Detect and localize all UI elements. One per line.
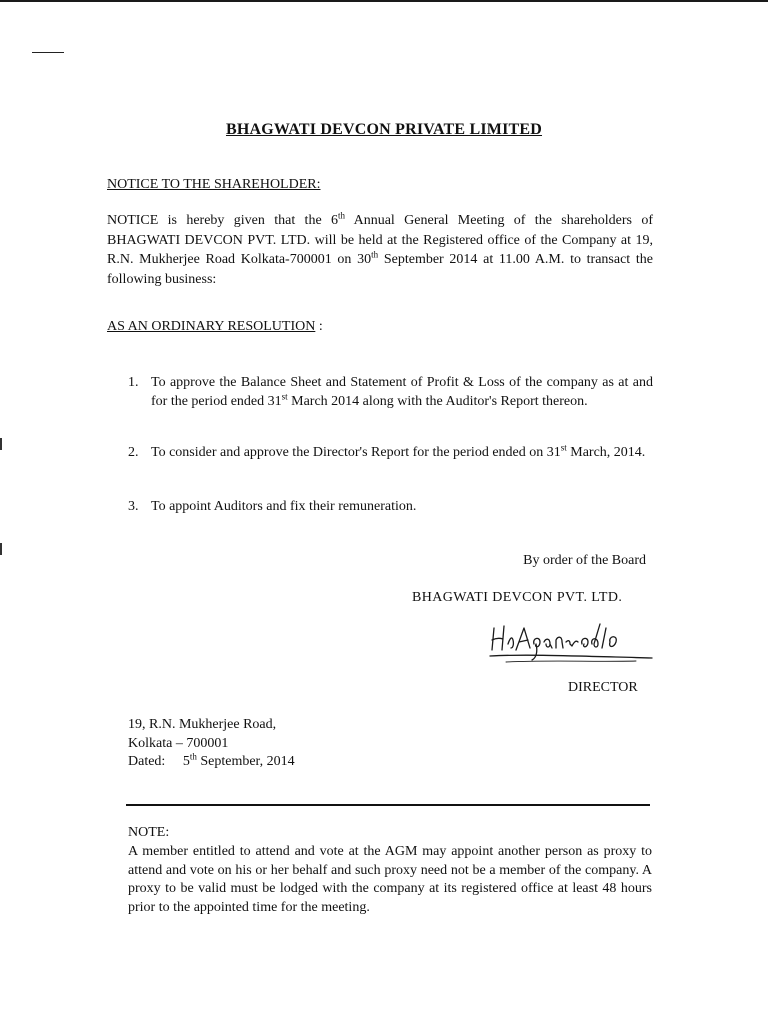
agenda-item-text: To appoint Auditors and fix their remuneration. bbox=[151, 499, 417, 514]
agenda-item bbox=[128, 374, 653, 411]
agenda-item-text bbox=[151, 374, 653, 411]
dated-day: 5 bbox=[182, 754, 190, 769]
resolution-heading-suffix: : bbox=[315, 319, 323, 334]
note-text: A member entitled to attend and vote at the AGM may appoint another person as proxy to attend and vote on his or her behalf and such proxy need not be a member of the company. A proxy to be valid must be lodged with the company at its registered office at least 48 hours prior to the appointed time for the meeting. bbox=[128, 844, 652, 915]
dated-rest: September, 2014 bbox=[196, 754, 295, 769]
agenda-item-number: 3. bbox=[128, 499, 139, 514]
dated-label: Dated: bbox=[128, 754, 166, 769]
superscript: st bbox=[560, 442, 567, 453]
agenda-item bbox=[128, 444, 653, 463]
agenda-item-number: 2. bbox=[128, 445, 139, 460]
notice-text: Annual General Meeting of the shareholders of BHAGWATI DEVCON PVT. LTD. will be held at the Registered office of the Company at 19, R.N. Mukherjee Road Kolkata-700001 on 30 bbox=[107, 213, 654, 267]
agenda-item-number: 1. bbox=[128, 375, 139, 390]
notice-text: September 2014 at 11.00 A.M. to transact the following business: bbox=[107, 252, 654, 287]
note-label: NOTE: bbox=[128, 825, 170, 840]
superscript: th bbox=[371, 249, 379, 260]
by-order-line: By order of the Board bbox=[523, 553, 646, 568]
agenda-item-text-part: March 2014 along with the Auditor's Report thereon. bbox=[287, 393, 588, 409]
agenda-item-text-part: March, 2014. bbox=[566, 445, 646, 460]
address-line: 19, R.N. Mukherjee Road, bbox=[128, 717, 277, 732]
agenda-item-text-part: To consider and approve the Director's Report for the period ended on 31 bbox=[151, 445, 561, 460]
director-title: DIRECTOR bbox=[568, 680, 638, 695]
scan-mark bbox=[0, 438, 2, 450]
address-line: Kolkata – 700001 bbox=[128, 735, 229, 751]
superscript: st bbox=[281, 390, 288, 401]
divider bbox=[126, 804, 650, 806]
superscript: th bbox=[189, 751, 197, 762]
document-title: BHAGWATI DEVCON PRIVATE LIMITED bbox=[225, 121, 543, 138]
agenda-item-text bbox=[151, 444, 653, 463]
notice-heading: NOTICE TO THE SHAREHOLDER: bbox=[107, 177, 321, 192]
handwritten-signature bbox=[486, 614, 656, 670]
resolution-heading-text: AS AN ORDINARY RESOLUTION bbox=[107, 319, 316, 334]
notice-text: NOTICE is hereby given that the 6 bbox=[107, 213, 339, 228]
notice-paragraph bbox=[107, 211, 653, 289]
agenda-item bbox=[128, 498, 653, 517]
scan-mark-dash bbox=[32, 52, 64, 53]
scan-mark bbox=[0, 543, 2, 555]
dated-line bbox=[128, 753, 295, 772]
superscript: th bbox=[338, 210, 346, 221]
signatory-company: BHAGWATI DEVCON PVT. LTD. bbox=[412, 590, 623, 605]
agenda-item-text-part: To approve the Balance Sheet and Statement of Profit & Loss of the company as at and for the period ended 31 bbox=[151, 375, 653, 409]
resolution-heading bbox=[107, 319, 323, 335]
page-top-edge bbox=[0, 0, 768, 2]
address-block bbox=[128, 716, 295, 772]
